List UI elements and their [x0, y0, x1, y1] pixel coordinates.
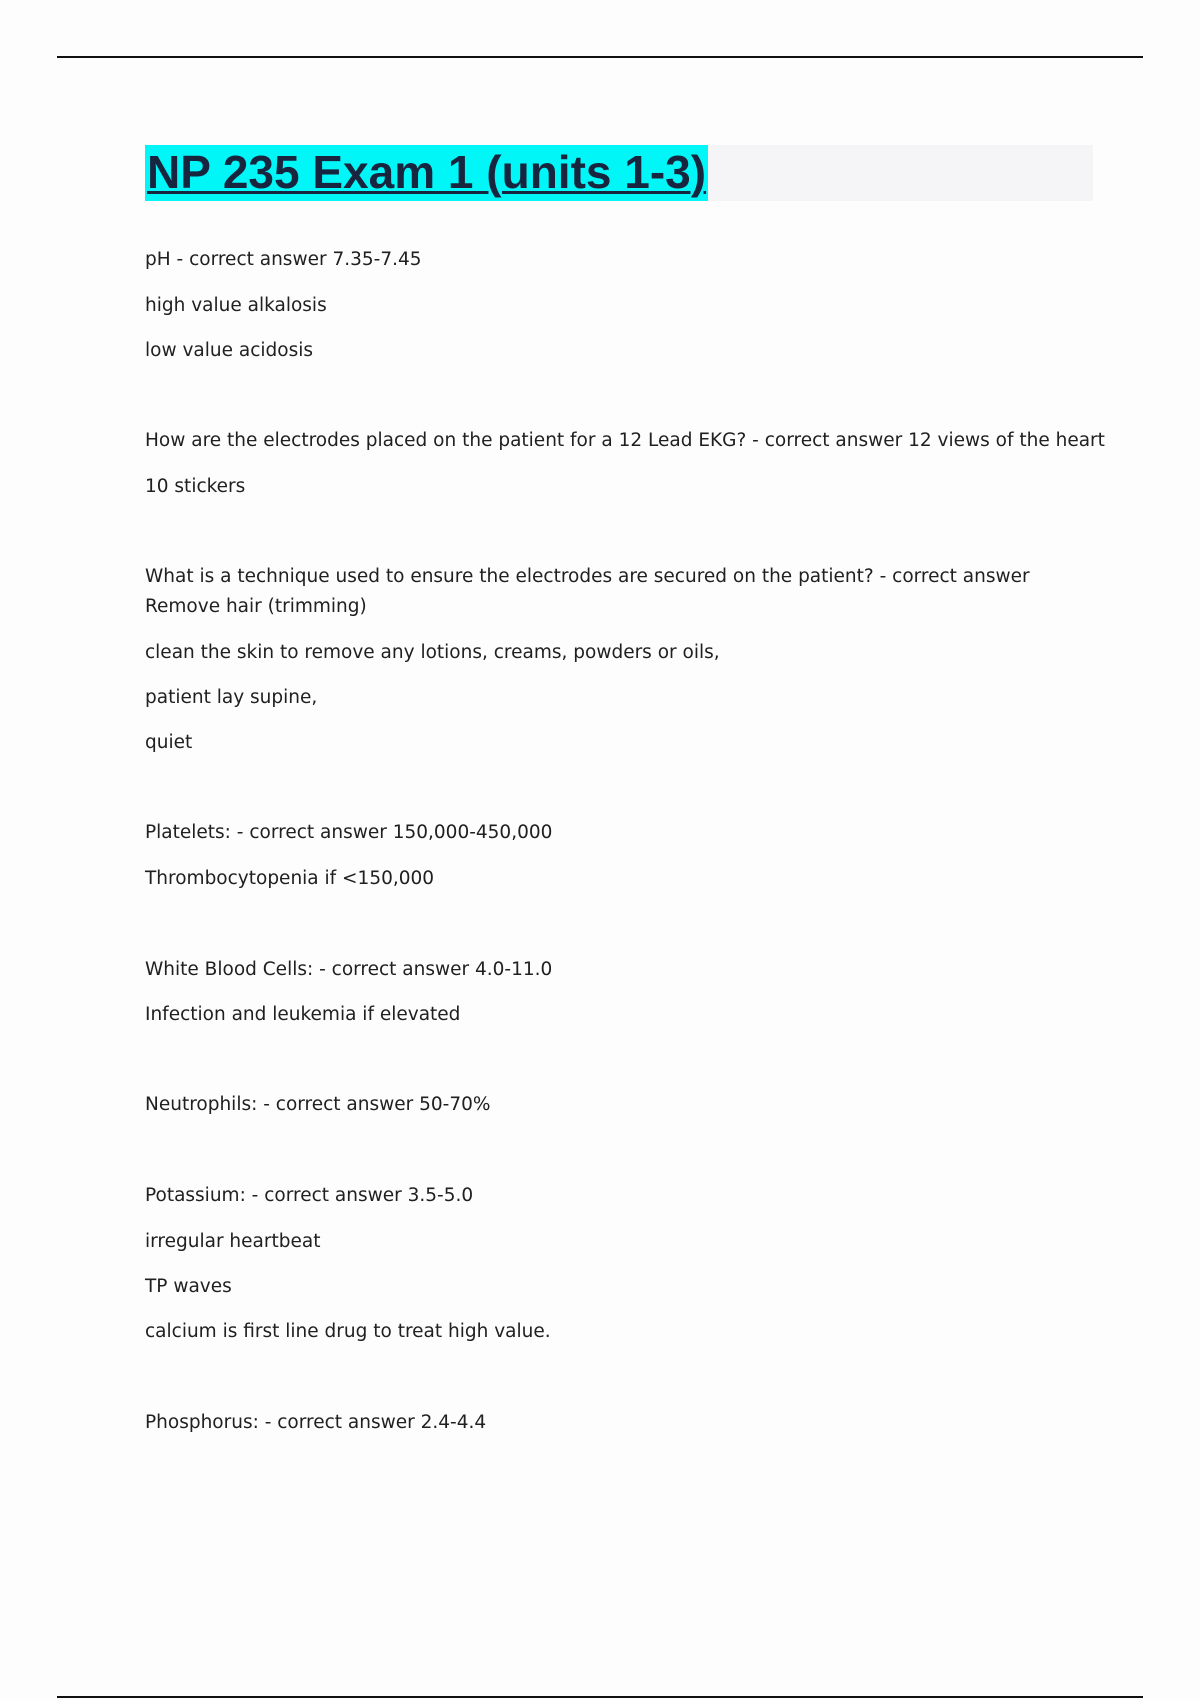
text-line: 10 stickers	[145, 476, 246, 497]
text-line: How are the electrodes placed on the patient for a 12 Lead EKG? - correct answer 12 views of the heart	[145, 430, 1105, 451]
text-line: low value acidosis	[145, 340, 314, 361]
text-line: Neutrophils: - correct answer 50-70%	[145, 1094, 491, 1115]
footer-rule	[57, 1696, 1143, 1698]
text-line: quiet	[145, 732, 193, 753]
text-line: irregular heartbeat	[145, 1231, 321, 1252]
text-line: Potassium: - correct answer 3.5-5.0	[145, 1185, 474, 1206]
text-line: clean the skin to remove any lotions, creams, powders or oils,	[145, 642, 720, 663]
text-line: pH - correct answer 7.35-7.45	[145, 249, 422, 270]
text-line: TP waves	[145, 1276, 232, 1297]
text-line: Phosphorus: - correct answer 2.4-4.4	[145, 1412, 487, 1433]
text-line: Thrombocytopenia if <150,000	[145, 868, 435, 889]
text-line: Infection and leukemia if elevated	[145, 1004, 461, 1025]
text-line: What is a technique used to ensure the electrodes are secured on the patient? - correct answer Remove hair (trimming)	[145, 566, 1030, 617]
text-line: Platelets: - correct answer 150,000-450,000	[145, 822, 553, 843]
text-line: White Blood Cells: - correct answer 4.0-11.0	[145, 959, 553, 980]
text-line: high value alkalosis	[145, 295, 327, 316]
text-line: patient lay supine,	[145, 687, 318, 708]
header-rule	[57, 56, 1143, 58]
document-title: NP 235 Exam 1 (units 1-3)	[145, 145, 708, 201]
text-line: calcium is first line drug to treat high value.	[145, 1321, 551, 1342]
